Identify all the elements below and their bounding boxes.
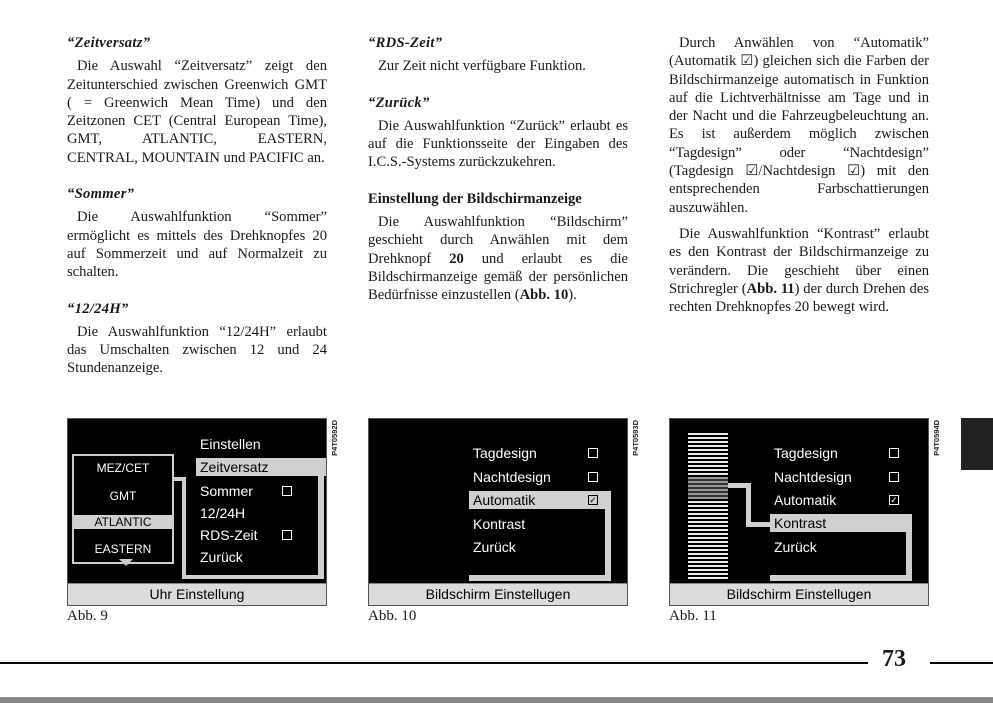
figure-caption: Abb. 11	[669, 608, 717, 624]
checkbox-icon	[588, 448, 598, 458]
menu-item-einstellen: Einstellen	[200, 436, 261, 452]
chevron-down-icon	[119, 559, 133, 566]
contrast-slider	[688, 433, 728, 581]
checkbox-checked-icon: ✓	[589, 495, 597, 505]
paragraph-zurueck: Die Auswahlfunktion “Zurück” erlaubt es auf die Funktionsseite der Eingaben des I.C.S.-Systems zurückzukehren.	[368, 117, 628, 171]
menu-item-nachtdesign: Nachtdesign	[774, 469, 852, 485]
menu-item-kontrast: Kontrast	[770, 514, 912, 532]
screen-footer: Bildschirm Einstellugen	[670, 583, 928, 605]
figure-ref-abb-11: Abb. 11	[746, 280, 795, 297]
connector-line	[605, 499, 611, 581]
connector-line	[182, 477, 186, 579]
menu-item-zurueck: Zurück	[200, 549, 243, 565]
menu-item-zeitversatz: Zeitversatz	[196, 458, 327, 476]
paragraph-bildschirmanzeige: Die Auswahlfunktion “Bildschirm” geschieht durch Anwählen mit dem Drehknopf 20 und erlaubt es die Bildschirmanzeige gemäß der persönlichen Bedürfnisse einzustellen (Abb. 10).	[368, 214, 628, 304]
checkbox-icon	[282, 530, 292, 540]
menu-item-kontrast: Kontrast	[473, 516, 526, 532]
figure-caption: Abb. 10	[368, 608, 417, 624]
connector-line	[770, 575, 912, 581]
screen-footer: Uhr Einstellung	[68, 583, 326, 605]
paragraph-sommer: Die Auswahlfunktion “Sommer” ermöglicht es mittels des Drehknopfes 20 auf Sommerzeit und auf Normalzeit zu schalten.	[67, 209, 327, 281]
checkbox-icon	[282, 486, 292, 496]
connector-line	[182, 575, 322, 579]
menu-item-nachtdesign: Nachtdesign	[473, 469, 551, 485]
heading-bildschirmanzeige: Einstellung der Bildschirmanzeige	[368, 190, 582, 207]
page-number: 73	[882, 646, 906, 672]
checkbox-icon	[889, 448, 899, 458]
figure-code: P4T0592D	[330, 420, 339, 456]
checkbox-icon	[588, 472, 598, 482]
figure-code: P4T0594D	[932, 420, 941, 456]
paragraph-kontrast: Die Auswahlfunktion “Kontrast” erlaubt es den Kontrast der Bildschirmanzeige zu verändern. Die geschieht über einen Strichregler (Abb. 11) der durch Drehen des rechten Drehknopfes 20 bewegt wird.	[669, 225, 930, 316]
paragraph-12-24h: Die Auswahlfunktion “12/24H” erlaubt das Umschalten zwischen 12 und 24 Stundenanzeige.	[67, 323, 327, 377]
timezone-item-selected: ATLANTIC	[74, 515, 172, 529]
menu-item-rds-zeit: RDS-Zeit	[200, 527, 258, 543]
figure-caption: Abb. 9	[67, 608, 108, 624]
figure-9-screen	[67, 418, 327, 606]
paragraph-automatik: Durch Anwählen von “Automatik” (Automatik ☑) gleichen sich die Farben der Bildschirmanzeige automatisch in Funktion auf die Lichtverhältnisse am Tage und in der Nacht und die Fahrzeugbeleuchtung an. Es ist außerdem möglich zwischen “Tagdesign” oder “Nachtdesign” (Tagdesign ☑/Nachtdesign ☑) mit den entsprechenden Farbschattierungen auszuwählen.	[669, 35, 929, 216]
menu-item-zurueck: Zurück	[473, 539, 516, 555]
timezone-item: GMT	[109, 489, 137, 503]
paragraph-rds-zeit: Zur Zeit nicht verfügbare Funktion.	[378, 58, 586, 75]
menu-item-zurueck: Zurück	[774, 539, 817, 555]
connector-line	[318, 467, 324, 579]
heading-rds-zeit: “RDS-Zeit”	[368, 35, 443, 51]
menu-item-automatik: Automatik	[774, 492, 837, 508]
column-2	[368, 34, 628, 305]
figure-10-screen	[368, 418, 628, 606]
column-1	[67, 34, 327, 378]
checkbox-checked-icon: ✓	[890, 495, 898, 505]
timezone-item: MEZ/CET	[96, 461, 150, 475]
page-rule	[0, 662, 868, 664]
contrast-slider-handle	[688, 477, 728, 499]
heading-zeitversatz: “Zeitversatz”	[67, 35, 151, 51]
menu-item-tagdesign: Tagdesign	[473, 445, 537, 461]
menu-item-12-24h: 12/24H	[200, 505, 246, 521]
heading-sommer: “Sommer”	[67, 186, 135, 203]
screen-footer: Bildschirm Einstellugen	[369, 583, 627, 605]
menu-item-automatik: Automatik	[469, 491, 611, 509]
connector-line	[469, 575, 611, 581]
heading-zurueck: “Zurück”	[368, 94, 430, 111]
figure-code: P4T0593D	[631, 420, 640, 456]
paragraph-zeitversatz: Die Auswahl “Zeitversatz” zeigt den Zeitunterschied zwischen Greenwich GMT ( = Greenwich Mean Time) und den Zeitzonen CET (Central European Time), GMT, ATLANTIC, EASTERN, CENTRAL, MOUNTAIN und PACIFIC an.	[67, 58, 327, 166]
connector-line	[746, 522, 770, 527]
figure-11-screen	[669, 418, 929, 606]
timezone-item: EASTERN	[94, 542, 152, 556]
menu-item-sommer: Sommer	[200, 483, 253, 499]
menu-item-tagdesign: Tagdesign	[774, 445, 838, 461]
section-tab	[961, 418, 993, 470]
bottom-bar	[0, 697, 993, 703]
figure-ref-abb-10: Abb. 10	[519, 287, 569, 304]
column-3	[669, 34, 929, 316]
connector-line	[746, 483, 751, 527]
timezone-list	[72, 454, 174, 564]
checkbox-icon	[889, 472, 899, 482]
page-rule	[930, 662, 993, 664]
heading-12-24h: “12/24H”	[67, 300, 129, 317]
